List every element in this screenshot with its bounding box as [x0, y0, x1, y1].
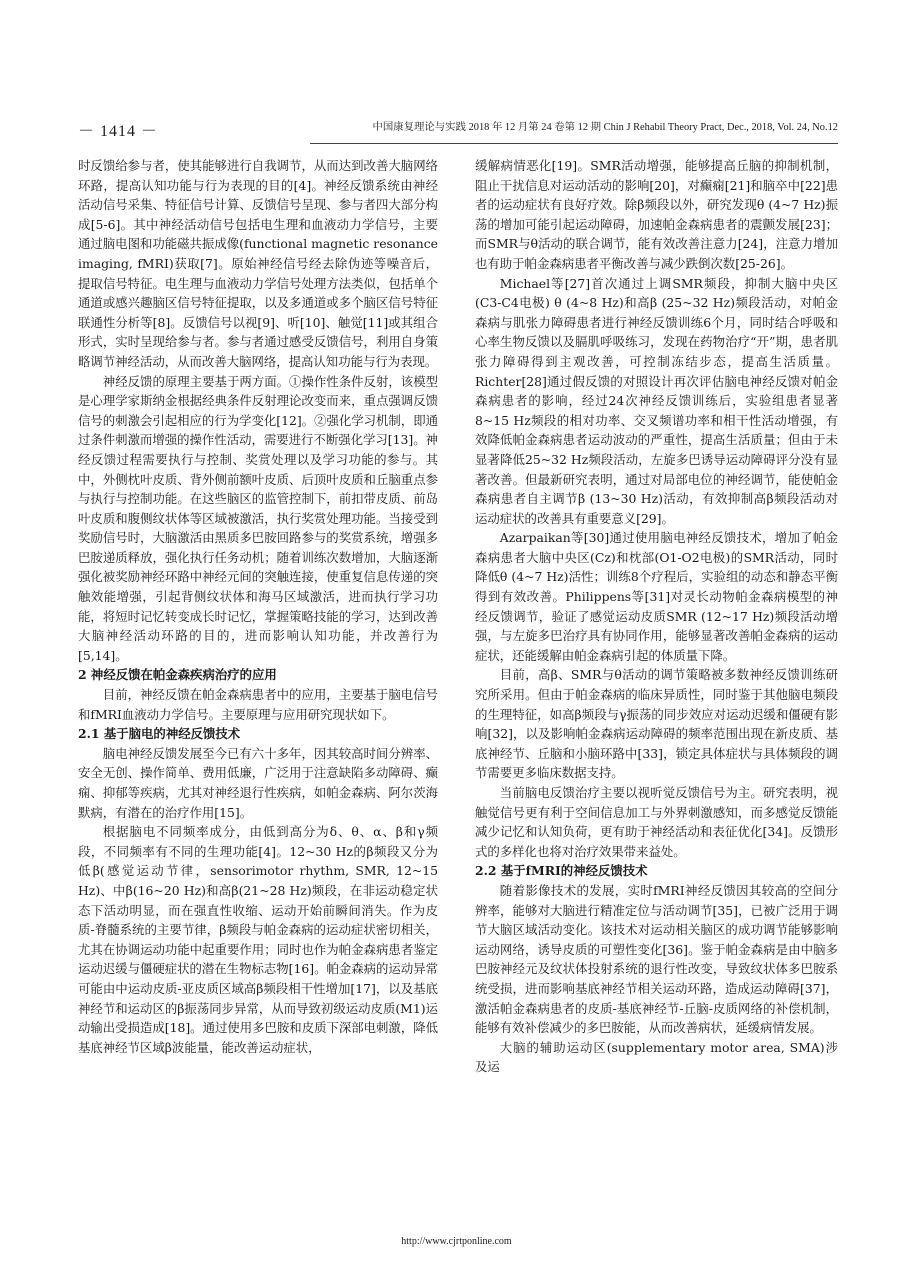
section-heading: 2 神经反馈在帕金森疾病治疗的应用	[78, 667, 277, 683]
paragraph: 脑电神经反馈发展至今已有六十多年，因其较高时间分辨率、安全无创、操作简单、费用低廉，广泛用于注意缺陷多动障碍、癫痫、抑郁等疾病，尤其对神经退行性疾病，如帕金森病、阿尔茨海默病，有潜在的治疗作用[15]。	[78, 745, 438, 820]
page-header	[78, 118, 838, 142]
paragraph: 时反馈给参与者，使其能够进行自我调节，从而达到改善大脑网络环路，提高认知功能与行为表现的目的[4]。神经反馈系统由神经活动信号采集、特征信号计算、反馈信号呈现、参与者四大部分构成[5-6]。其中神经活动信号包括电生理和血液动力学信号，主要通过脑电图和功能磁共振成像(functional magnetic resonance imaging, fMRI)获取[7]。原始神经信号经去除伪迹等噪音后，提取信号特征。电生理与血液动力学信号处理方法类似，包括单个通道或感兴趣脑区信号特征提取，以及多通道或多个脑区信号特征联通性分析等[8]。反馈信号以视[9]、听[10]、触觉[11]或其组合形式，实时呈现给参与者。参与者通过感受反馈信号，利用自身策略调节神经活动，从而改善大脑网络，提高认知功能与行为表现。	[78, 158, 438, 369]
subsection-heading: 2.2 基于fMRI的神经反馈技术	[475, 863, 648, 879]
subsection-heading: 2.1 基于脑电的神经反馈技术	[78, 726, 241, 742]
paragraph: 根据脑电不同频率成分，由低到高分为δ、θ、α、β和γ频段，不同频率有不同的生理功能[4]。12~30 Hz的β频段又分为低β(感觉运动节律，sensorimotor rhythm, SMR, 12~15 Hz)、中β(16~20 Hz)和高β(21~28 Hz)频段，在非运动稳定状态下活动明显，而在强直性收缩、运动开始前瞬间消失。作为皮质-脊髓系统的主要节律，β频段与帕金森病的运动症状密切相关，尤其在协调运动功能中起重要作用；同时也作为帕金森病患者鉴定运动迟缓与僵硬症状的潜在生物标志物[16]。帕金森病的运动异常可能由中运动皮质-亚皮质区域高β频段相干性增加[17]，以及基底神经节和运动区的β振荡同步异常，从而导致初级运动皮质(M1)运动输出受损造成[18]。通过使用多巴胺和皮质下深部电刺激，降低基底神经节区域β波能量，能改善运动症状，	[78, 824, 438, 1055]
journal-running-head: 中国康复理论与实践 2018 年 12 月第 24 卷第 12 期 Chin J Rehabil Theory Pract, Dec., 2018, Vol. 24, No.12	[372, 122, 838, 133]
left-column	[78, 156, 438, 1057]
paragraph: Azarpaikan等[30]通过使用脑电神经反馈技术，增加了帕金森病患者大脑中央区(Cz)和枕部(O1-O2电极)的SMR活动，同时降低θ (4~7 Hz)活性；训练8个疗程后，实验组的动态和静态平衡得到有效改善。Philippens等[31]对灵长动物帕金森病模型的神经反馈调节，验证了感觉运动皮质SMR (12~17 Hz)频段活动增强，与左旋多巴治疗具有协同作用，能够显著改善帕金森病的运动症状，还能缓解由帕金森病引起的体质量下降。	[475, 530, 838, 663]
paragraph: 目前，高β、SMR与θ活动的调节策略被多数神经反馈训练研究所采用。但由于帕金森病的临床异质性，同时鉴于其他脑电频段的生理特征，如高β频段与γ振荡的同步效应对运动迟缓和僵硬有影响[32]，以及影响帕金森病运动障碍的频率范围出现在新皮质、基底神经节、丘脑和小脑环路中[33]，锁定具体症状与具体频段的调节需要更多临床数据支持。	[475, 667, 838, 781]
paragraph: Michael等[27]首次通过上调SMR频段，抑制大脑中央区(C3-C4电极) θ (4~8 Hz)和高β (25~32 Hz)频段活动，对帕金森病与肌张力障碍患者进行神经反馈训练6个月，同时结合呼吸和心率生物反馈以及膈肌呼吸练习，发现在药物治疗“开”期，患者肌张力障碍得到主观改善，可控制冻结步态，提高生活质量。Richter[28]通过假反馈的对照设计再次评估脑电神经反馈对帕金森病患者的影响，经过24次神经反馈训练后，实验组患者显著8~15 Hz频段的相对功率、交叉频谱功率和相干性活动增强，有效降低帕金森病患者运动波动的严重性，提高生活质量；但由于未显著降低25~32 Hz频段活动，左旋多巴诱导运动障碍评分没有显著改善。但最新研究表明，通过对局部电位的神经调节，能使帕金森病患者自主调节β (13~30 Hz)活动，有效抑制高β频段活动对运动症状的改善具有重要意义[29]。	[475, 275, 838, 526]
paragraph: 当前脑电反馈治疗主要以视听觉反馈信号为主。研究表明，视触觉信号更有利于空间信息加工与外界刺激感知，而多感觉反馈能减少记忆和认知负荷，更有助于神经活动和表征优化[34]。反馈形式的多样化也将对治疗效果带来益处。	[475, 785, 838, 859]
paragraph: 目前，神经反馈在帕金森病患者中的应用，主要基于脑电信号和fMRI血液动力学信号。主要原理与应用研究现状如下。	[78, 687, 438, 722]
footer-url: http://www.cjrtponline.com	[401, 1236, 512, 1247]
paragraph: 大脑的辅助运动区(supplementary motor area, SMA)涉及运	[475, 1039, 838, 1075]
right-column	[475, 156, 838, 1077]
paragraph: 神经反馈的原理主要基于两方面。①操作性条件反射，该模型是心理学家斯纳金根据经典条件反射理论改变而来，重点强调反馈信号的刺激会引起相应的行为学变化[12]。②强化学习机制，即通过条件刺激而增强的操作性活动，需要进行不断强化学习[13]。神经反馈过程需要执行与控制、奖赏处理以及学习功能的参与。其中，外侧枕叶皮质、背外侧前额叶皮质、后顶叶皮质和丘脑重点参与执行与控制功能。在这些脑区的监管控制下，前扣带皮质、前岛叶皮质和腹侧纹状体等区域被激活，执行奖赏处理功能。当接受到奖励信号时，大脑激活由黑质多巴胺回路参与的奖赏系统，增强多巴胺递质释放，强化执行任务动机；随着训练次数增加，大脑逐渐强化被奖励神经环路中神经元间的突触连接，使重复信息传递的突触效能增强，引起背侧纹状体和海马区域激活，进而执行学习功能，将短时记忆转变成长时记忆，掌握策略技能的学习，达到改善大脑神经活动环路的目的，进而影响认知功能，并改善行为[5,14]。	[78, 373, 438, 663]
page-number: － 1414 －	[78, 123, 159, 140]
paragraph: 缓解病情恶化[19]。SMR活动增强，能够提高丘脑的抑制机制，阻止干扰信息对运动活动的影响[20]，对癫痫[21]和脑卒中[22]患者的运动症状有良好疗效。除β频段以外，研究发现θ (4~7 Hz)振荡的增加可能引起运动障碍，加速帕金森病患者的震颤发展[23]；而SMR与θ活动的联合调节，能有效改善注意力[24]，注意力增加也有助于帕金森病患者平衡改善与减少跌倒次数[25-26]。	[475, 158, 838, 271]
header-rule	[310, 143, 838, 144]
paragraph: 随着影像技术的发展，实时fMRI神经反馈因其较高的空间分辨率，能够对大脑进行精准定位与活动调节[35]，已被广泛用于调节大脑区域活动变化。该技术对运动相关脑区的成功调节能够影响运动网络，诱导皮质的可塑性变化[36]。鉴于帕金森病是由中脑多巴胺神经元及纹状体投射系统的退行性改变，导致纹状体多巴胺系统受损，进而影响基底神经节相关运动环路，造成运动障碍[37]，激活帕金森病患者的皮质-基底神经节-丘脑-皮质网络的补偿机制，能够有效补偿减少的多巴胺能，从而改善病状，延缓病情发展。	[475, 882, 838, 1036]
